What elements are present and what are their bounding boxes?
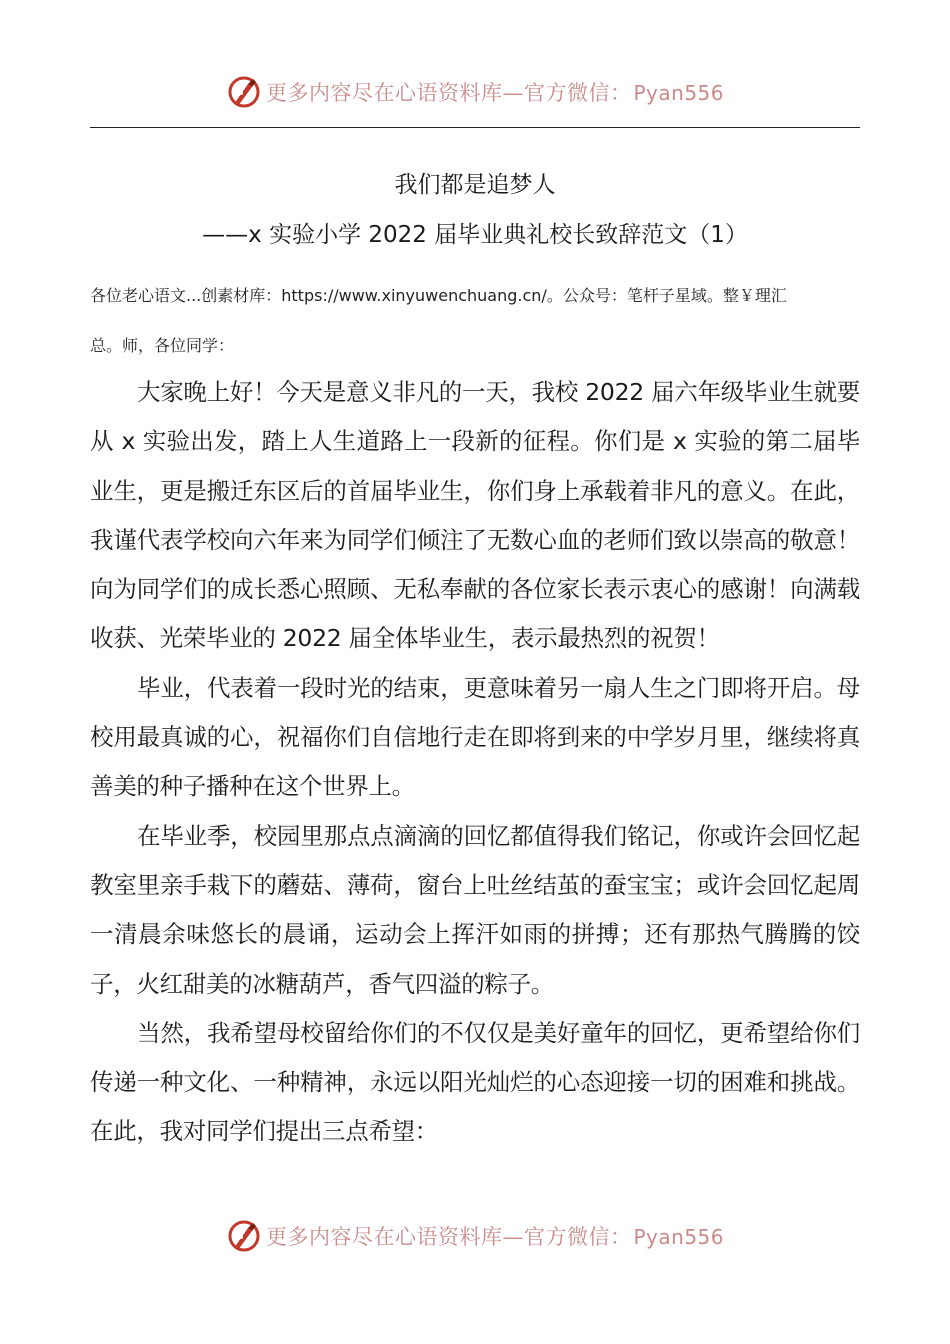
document-subtitle: ——x 实验小学 2022 届毕业典礼校长致辞范文（1） [202, 222, 748, 248]
source-note-line-1: 各位老心语文...创素材库：https://www.xinyuwenchuang.cn/。公众号：笔杆子星域。整￥理汇 [90, 286, 787, 305]
source-note-line-2: 总。师，各位同学： [90, 336, 235, 355]
paragraph: 当然，我希望母校留给你们的不仅仅是美好童年的回忆，更希望给你们传递一种文化、一种精神，永远以阳光灿烂的心态迎接一切的困难和挑战。在此，我对同学们提出三点希望： [90, 1018, 860, 1146]
pen-logo-icon [226, 1218, 262, 1254]
document-body [90, 368, 860, 1157]
header-banner-text: 更多内容尽在心语资料库—官方微信： Pyan556 [265, 81, 724, 105]
footer-banner-text: 更多内容尽在心语资料库—官方微信： Pyan556 [265, 1225, 724, 1249]
header-wechat-id: Pyan556 [633, 81, 724, 105]
paragraph: 毕业，代表着一段时光的结束，更意味着另一扇人生之门即将开启。母校用最真诚的心，祝福你们自信地行走在即将到来的中学岁月里，继续将真善美的种子播种在这个世界上。 [90, 673, 860, 801]
paragraph: 在毕业季，校园里那点点滴滴的回忆都值得我们铭记，你或许会回忆起教室里亲手栽下的蘑菇、薄荷，窗台上吐丝结茧的蚕宝宝；或许会回忆起周一清晨余味悠长的晨诵，运动会上挥汗如雨的拼搏；还有那热气腾腾的饺子，火红甜美的冰糖葫芦，香气四溢的粽子。 [90, 821, 860, 998]
footer-banner [0, 1216, 950, 1256]
pen-logo-icon [226, 74, 262, 110]
header-banner [0, 72, 950, 112]
paragraph: 大家晚上好！今天是意义非凡的一天，我校 2022 届六年级毕业生就要从 x 实验出发，踏上人生道路上一段新的征程。你们是 x 实验的第二届毕业生，更是搬迁东区后的首届毕业生，你们身上承载着非凡的意义。在此，我谨代表学校向六年来为同学们倾注了无数心血的老师们致以崇高的敬意！向为同学们的成长悉心照顾、无私奉献的各位家长表示衷心的感谢！向满载收获、光荣毕业的 2022 届全体毕业生，表示最热烈的祝贺！ [90, 378, 860, 653]
document-title: 我们都是追梦人 [394, 172, 556, 198]
footer-wechat-id: Pyan556 [633, 1225, 724, 1249]
header-divider [90, 127, 860, 128]
